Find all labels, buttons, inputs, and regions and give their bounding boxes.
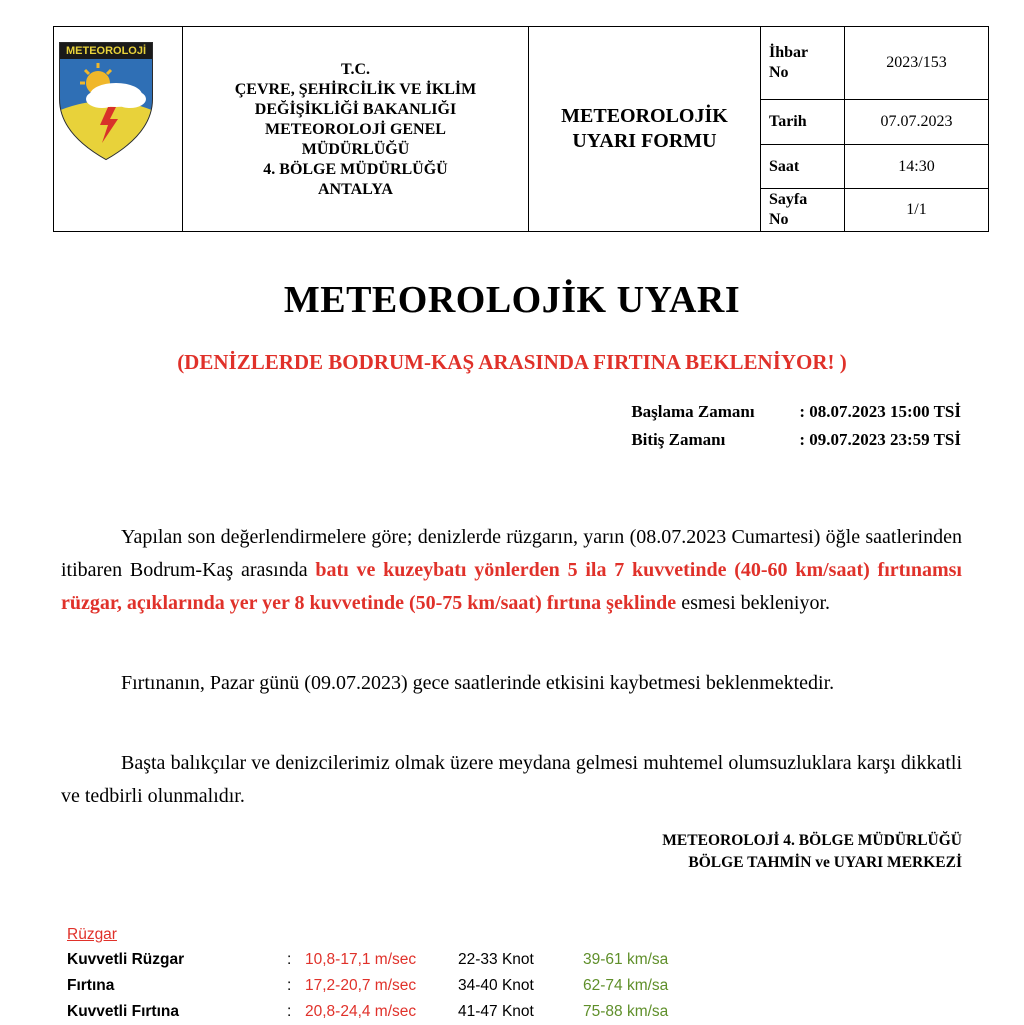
highlighted-text: batı ve kuzeybatı yönlerden 5 ila 7 kuvvetinde (40-60 km/saat) fırtınamsı rüzgar, açıklarında yer yer 8 kuvvetinde (50-75 km/saat) fırtına şeklinde [61, 559, 962, 614]
paragraph-text: Başta balıkçılar ve denizcilerimiz olmak üzere meydana gelmesi muhtemel olumsuzluklara karşı dikkatli ve tedbirli olunmalıdır. [61, 752, 962, 807]
tarih-label: Tarih [761, 100, 845, 144]
wind-separator: : [287, 1003, 292, 1020]
wind-kmh: 39-61 km/sa [583, 951, 669, 968]
end-time-label: Bitiş Zamanı [631, 430, 726, 449]
ihbar-row [761, 27, 988, 100]
wind-separator: : [287, 977, 292, 994]
end-time-value: : 09.07.2023 23:59 TSİ [799, 430, 961, 449]
meta-cell [761, 27, 988, 231]
org-line: T.C. [340, 61, 371, 78]
page-title: METEOROLOJİK UYARI [283, 279, 741, 321]
form-title-line: UYARI FORMU [572, 130, 717, 152]
table-row [67, 999, 668, 1025]
paragraph-advice [61, 747, 962, 813]
wind-separator: : [287, 951, 292, 968]
organization-cell [183, 27, 529, 231]
start-time-row [631, 398, 961, 426]
paragraph-end [61, 667, 962, 700]
logo-cell [54, 27, 183, 231]
saat-value: 14:30 [898, 157, 935, 175]
signature-line: METEOROLOJİ 4. BÖLGE MÜDÜRLÜĞÜ [662, 832, 962, 849]
meteoroloji-logo-icon [58, 41, 154, 161]
wind-kmh: 75-88 km/sa [583, 1003, 669, 1020]
start-time-value: : 08.07.2023 15:00 TSİ [799, 402, 961, 421]
table-row [67, 973, 668, 999]
start-time-label: Başlama Zamanı [631, 402, 755, 421]
wind-knot: 34-40 Knot [458, 977, 534, 994]
wind-ms: 10,8-17,1 m/sec [305, 951, 417, 968]
wind-knot: 22-33 Knot [458, 951, 534, 968]
form-title-cell [529, 27, 761, 231]
end-time-row [631, 426, 961, 454]
org-line: METEOROLOJİ GENEL [265, 121, 446, 138]
tarih-row [761, 100, 988, 145]
wind-name: Fırtına [67, 977, 115, 994]
org-line: ÇEVRE, ŞEHİRCİLİK VE İKLİM [234, 81, 477, 98]
wind-heading: Rüzgar [67, 926, 117, 943]
ihbar-value: 2023/153 [886, 54, 947, 71]
form-title-line: METEOROLOJİK [561, 105, 728, 127]
saat-row [761, 145, 988, 189]
signature-block [662, 830, 962, 874]
ihbar-label: İhbar No [761, 27, 845, 99]
wind-ms: 20,8-24,4 m/sec [305, 1003, 417, 1020]
wind-scale-table [67, 923, 668, 1025]
paragraph-text: esmesi bekleniyor. [676, 592, 831, 614]
sayfa-label: Sayfa No [761, 189, 845, 231]
sayfa-row [761, 189, 988, 231]
paragraph-text: Fırtınanın, Pazar günü (09.07.2023) gece saatlerinde etkisini kaybetmesi beklenmektedir. [121, 672, 835, 694]
sayfa-value: 1/1 [906, 201, 927, 218]
alert-subtitle: (DENİZLERDE BODRUM-KAŞ ARASINDA FIRTINA BEKLENİYOR! ) [177, 350, 847, 374]
saat-label: Saat [761, 145, 845, 188]
svg-text:METEOROLOJİ: METEOROLOJİ [65, 45, 147, 57]
paragraph-forecast [61, 521, 962, 620]
wind-knot: 41-47 Knot [458, 1003, 534, 1020]
validity-times [631, 398, 961, 454]
wind-name: Kuvvetli Rüzgar [67, 951, 185, 968]
table-row [67, 947, 668, 973]
org-line: MÜDÜRLÜĞÜ [301, 141, 410, 158]
tarih-value: 07.07.2023 [880, 113, 953, 130]
wind-ms: 17,2-20,7 m/sec [305, 977, 417, 994]
wind-kmh: 62-74 km/sa [583, 977, 669, 994]
signature-line: BÖLGE TAHMİN ve UYARI MERKEZİ [688, 854, 962, 871]
wind-name: Kuvvetli Fırtına [67, 1003, 179, 1020]
org-line: ANTALYA [317, 181, 393, 198]
org-line: DEĞİŞİKLİĞİ BAKANLIĞI [254, 101, 457, 118]
header-table [53, 26, 989, 232]
org-line: 4. BÖLGE MÜDÜRLÜĞÜ [263, 161, 448, 178]
paragraph-text: Yapılan son değerlendirmelere göre; denizlerde rüzgarın, yarın (08.07.2023 Cumartesi) öğle saatlerinden itibaren Bodrum-Kaş arasında [61, 526, 962, 581]
